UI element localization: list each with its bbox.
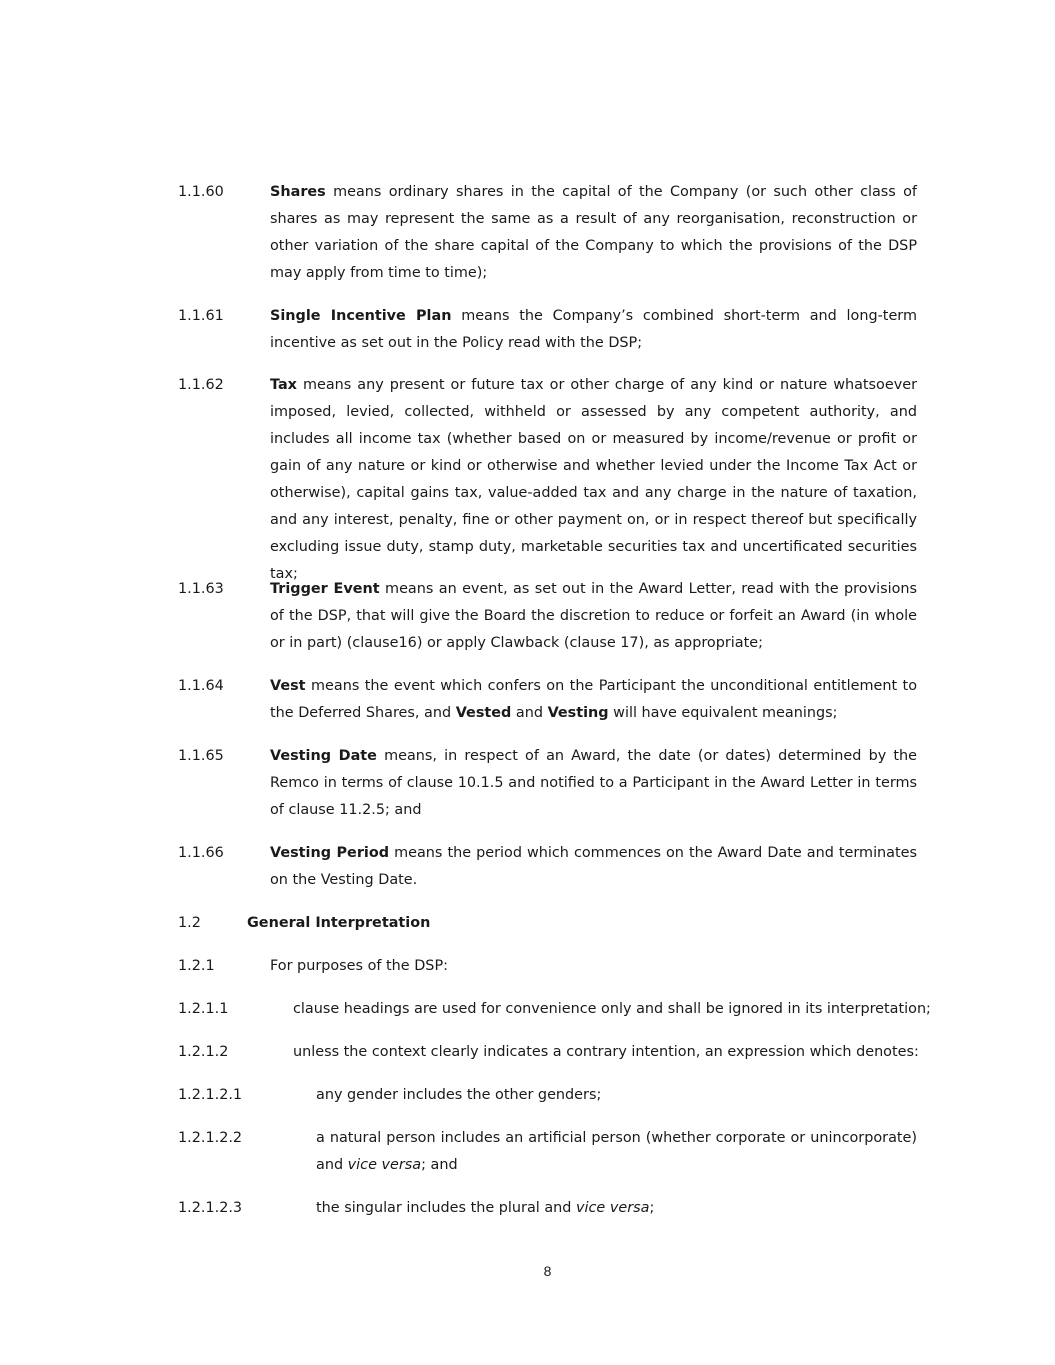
definition-text: means, in respect of an Award, the date (or dates) determined by the Remco in terms of clause 10.1.5 and notified to a Participant in the Award Letter in terms of clause 11.2.5; and xyxy=(270,748,917,818)
clause-number: 1.1.64 xyxy=(178,678,224,694)
clause-text xyxy=(270,179,917,287)
clause-text xyxy=(270,840,917,894)
definition-text: means an event, as set out in the Award Letter, read with the provisions of the DSP, that will give the Board the discretion to reduce or forfeit an Award (in whole or in part) (clause16) or apply Clawback (clause 17), as appropriate; xyxy=(270,581,918,651)
defined-term: Shares xyxy=(270,184,326,200)
clause-number: 1.1.61 xyxy=(178,308,224,324)
clause-text xyxy=(316,1195,917,1222)
defined-term: Tax xyxy=(270,377,297,393)
clause-text xyxy=(270,576,917,657)
clause-number: 1.2.1.2.1 xyxy=(178,1087,243,1103)
clause-text xyxy=(270,372,917,588)
defined-term: Vesting Date xyxy=(270,748,377,764)
italic-phrase: vice versa xyxy=(347,1157,422,1173)
clause-number: 1.1.65 xyxy=(178,748,224,764)
clause-text: clause headings are used for convenience only and shall be ignored in its interpretation; xyxy=(293,1001,931,1017)
clause-text xyxy=(316,1125,917,1179)
clause-text xyxy=(270,303,917,357)
clause-number: 1.2.1.2 xyxy=(178,1044,229,1060)
clause-number: 1.1.62 xyxy=(178,377,224,393)
italic-phrase: vice versa xyxy=(575,1200,650,1216)
clause-text xyxy=(270,673,917,727)
clause-number: 1.2.1.2.2 xyxy=(178,1130,243,1146)
clause-number: 1.1.66 xyxy=(178,845,224,861)
clause-text-part: the singular includes the plural and xyxy=(316,1200,576,1216)
clause-number: 1.2.1 xyxy=(178,958,215,974)
defined-term: Trigger Event xyxy=(270,581,380,597)
page-number: 8 xyxy=(543,1263,552,1279)
defined-term: Vested xyxy=(455,705,512,721)
definition-text: means any present or future tax or other charge of any kind or nature whatsoever imposed, levied, collected, withheld or assessed by any competent authority, and includes all income tax (whether based on or measured by income/revenue or profit or gain of any nature or kind or otherwise and whether levied under the Income Tax Act or otherwise), capital gains tax, value-added tax and any charge in the nature of taxation, and any interest, penalty, fine or other payment on, or in respect thereof but specifically excluding issue duty, stamp duty, marketable securities tax and uncertificated securities tax; xyxy=(270,377,917,582)
section-title: General Interpretation xyxy=(247,915,431,931)
clause-text: any gender includes the other genders; xyxy=(316,1087,602,1103)
clause-text xyxy=(270,743,917,824)
clause-text-part: ; and xyxy=(421,1157,458,1173)
clause-text: For purposes of the DSP: xyxy=(270,958,448,974)
definition-text: means the event which confers on the Participant the unconditional entitlement to the Deferred Shares, and xyxy=(270,678,917,721)
defined-term: Vesting Period xyxy=(270,845,390,861)
clause-text-part: ; xyxy=(649,1200,655,1216)
defined-term: Vest xyxy=(270,678,306,694)
section-number: 1.2 xyxy=(178,915,201,931)
defined-term: Single Incentive Plan xyxy=(270,308,452,324)
defined-term: Vesting xyxy=(547,705,609,721)
clause-number: 1.2.1.1 xyxy=(178,1001,229,1017)
definition-text: will have equivalent meanings; xyxy=(608,705,838,721)
clause-text-part: a natural person includes an artificial person (whether corporate or unincorporate) and xyxy=(316,1130,917,1173)
definition-text: means the Company’s combined short-term and long-term incentive as set out in the Policy read with the DSP; xyxy=(270,308,917,351)
clause-text: unless the context clearly indicates a contrary intention, an expression which denotes: xyxy=(293,1044,919,1060)
definition-text: means ordinary shares in the capital of the Company (or such other class of shares as may represent the same as a result of any reorganisation, reconstruction or other variation of the share capital of the Company to which the provisions of the DSP may apply from time to time); xyxy=(270,184,917,281)
clause-number: 1.1.60 xyxy=(178,184,224,200)
clause-number: 1.2.1.2.3 xyxy=(178,1200,243,1216)
definition-text: means the period which commences on the Award Date and terminates on the Vesting Date. xyxy=(270,845,917,888)
definition-text: and xyxy=(511,705,548,721)
clause-number: 1.1.63 xyxy=(178,581,224,597)
